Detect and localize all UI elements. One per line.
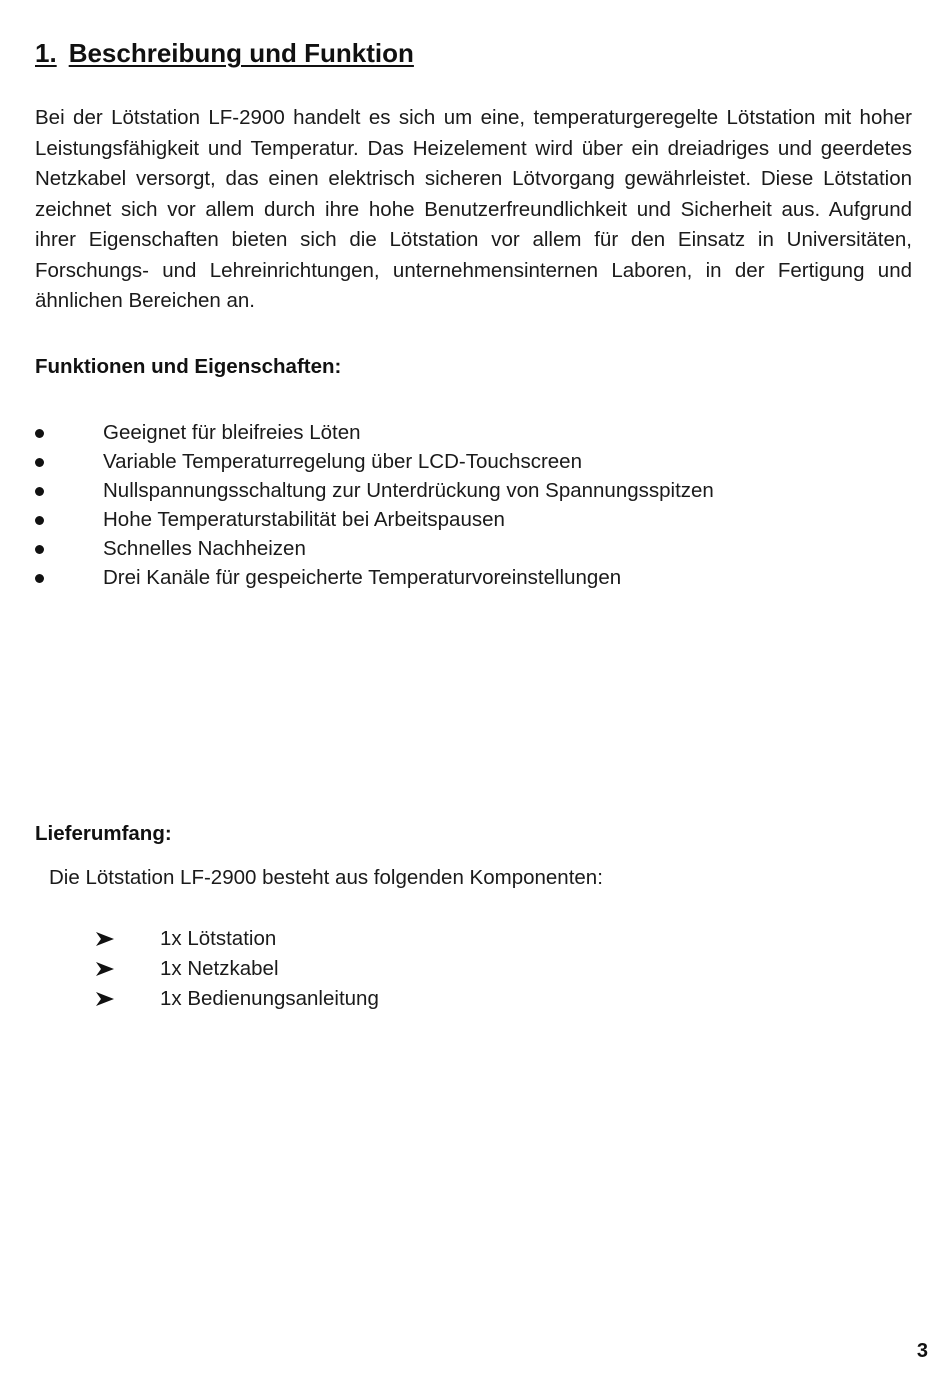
scope-item-text: 1x Lötstation	[160, 927, 277, 950]
bullet-icon	[35, 574, 44, 583]
page-number: 3	[916, 1340, 928, 1362]
bullet-icon	[35, 487, 44, 496]
bullet-icon	[35, 545, 44, 554]
bullet-icon	[35, 516, 44, 525]
feature-item	[35, 505, 895, 534]
feature-item	[35, 418, 895, 447]
arrowhead-bullet-icon	[95, 961, 115, 977]
section-number: 1.	[35, 38, 57, 68]
bullet-icon	[35, 458, 44, 467]
features-title: Funktionen und Eigenschaften:	[35, 355, 342, 378]
bullet-icon	[35, 429, 44, 438]
feature-text: Geeignet für bleifreies Löten	[103, 421, 361, 444]
feature-item	[35, 447, 895, 476]
feature-item	[35, 476, 895, 505]
section-heading	[35, 38, 414, 69]
feature-text: Nullspannungsschaltung zur Unterdrückung von Spannungsspitzen	[103, 479, 714, 502]
section-title: Beschreibung und Funktion	[68, 38, 414, 68]
arrowhead-bullet-icon	[95, 991, 115, 1007]
feature-text: Schnelles Nachheizen	[103, 537, 306, 560]
scope-item-text: 1x Bedienungsanleitung	[160, 987, 379, 1010]
feature-item	[35, 534, 895, 563]
arrowhead-bullet-icon	[95, 931, 115, 947]
scope-intro: Die Lötstation LF-2900 besteht aus folgenden Komponenten:	[49, 866, 603, 889]
feature-text: Variable Temperaturregelung über LCD-Touchscreen	[103, 450, 582, 473]
intro-paragraph: Bei der Lötstation LF-2900 handelt es sich um eine, temperaturgeregelte Lötstation mit hoher Leistungsfähigkeit und Temperatur. Das Heizelement wird über ein dreiadriges und geerdetes Netzkabel versorgt, das einen elektrisch sicheren Lötvorgang gewährleistet. Diese Lötstation zeichnet sich vor allem durch ihre hohe Benutzerfreundlichkeit und Sicherheit aus. Aufgrund ihrer Eigenschaften bieten sich die Lötstation vor allem für den Einsatz in Universitäten, Forschungs- und Lehreinrichtungen, unternehmensinternen Laboren, in der Fertigung und ähnlichen Bereichen an.	[35, 106, 912, 312]
scope-item-text: 1x Netzkabel	[160, 957, 279, 980]
feature-item	[35, 563, 895, 592]
feature-text: Drei Kanäle für gespeicherte Temperaturvoreinstellungen	[103, 566, 622, 589]
feature-text: Hohe Temperaturstabilität bei Arbeitspausen	[103, 508, 505, 531]
features-list	[35, 418, 895, 592]
scope-title: Lieferumfang:	[35, 822, 172, 845]
